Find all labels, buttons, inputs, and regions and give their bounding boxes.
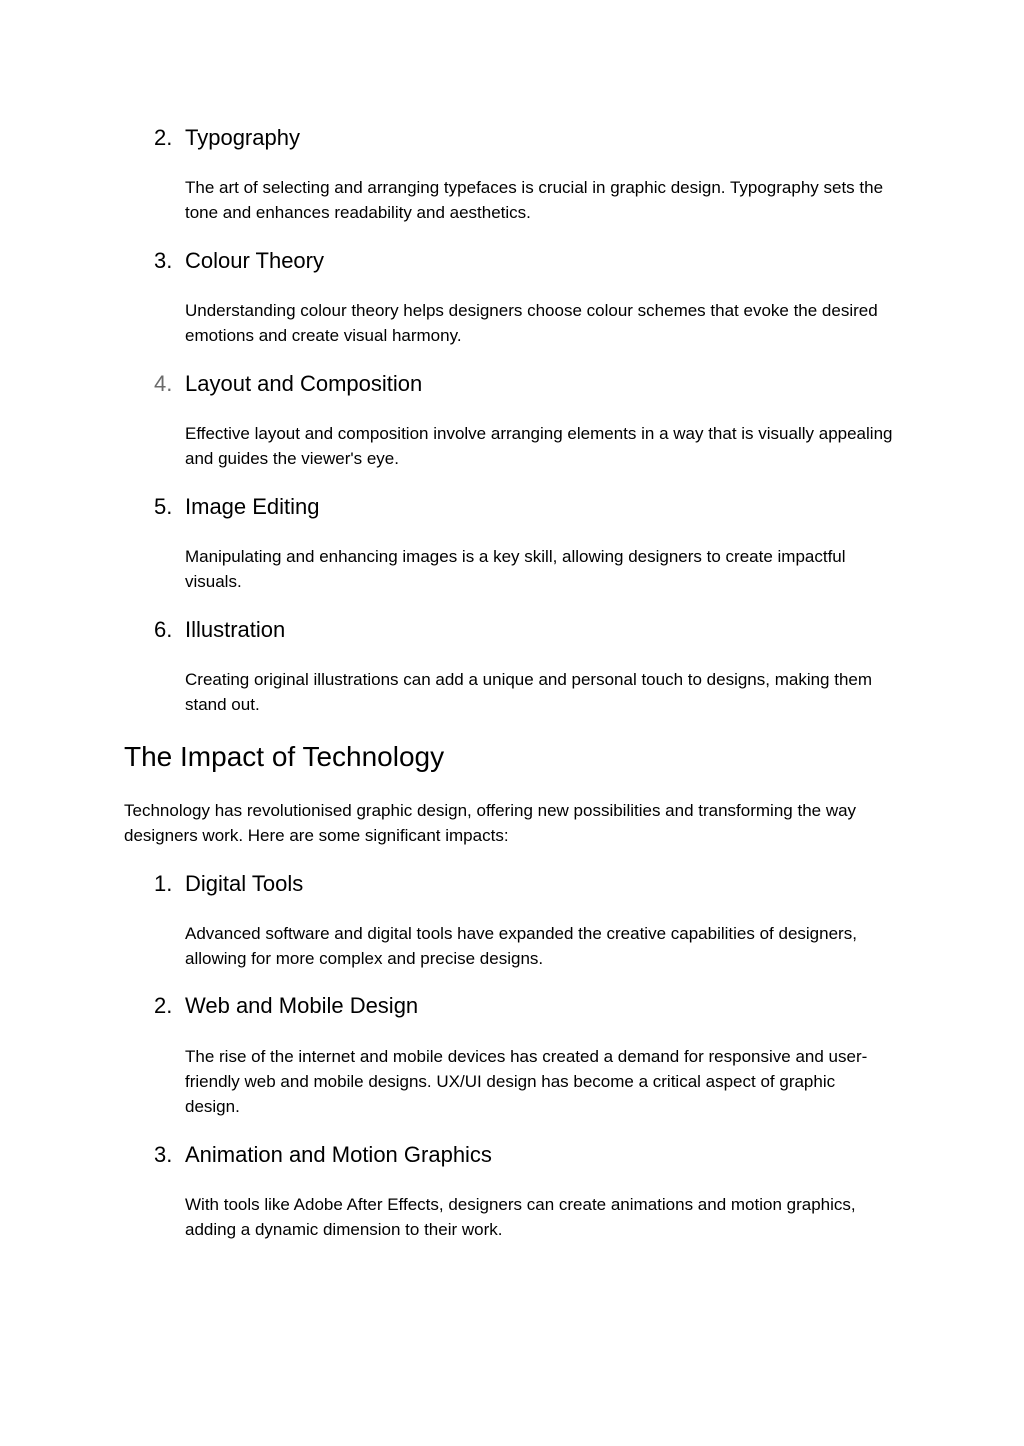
list-item-title: Typography bbox=[185, 125, 300, 150]
list-item-number: 2. bbox=[154, 993, 173, 1018]
list-item-number: 3. bbox=[154, 248, 173, 273]
list-item-description: Understanding colour theory helps designers choose colour schemes that evoke the desired emotions and create visual harmony. bbox=[185, 301, 878, 345]
list-item-number: 2. bbox=[154, 125, 173, 150]
list-item-number: 6. bbox=[154, 617, 173, 642]
list-item-title: Image Editing bbox=[185, 494, 320, 519]
list-item-title: Illustration bbox=[185, 617, 286, 642]
list-item-title: Layout and Composition bbox=[185, 371, 423, 396]
list-item-description: With tools like Adobe After Effects, designers can create animations and motion graphics, adding a dynamic dimension to their work. bbox=[185, 1195, 856, 1239]
list-item-description: Advanced software and digital tools have expanded the creative capabilities of designers, allowing for more complex and precise designs. bbox=[185, 924, 857, 968]
list-item-number: 5. bbox=[154, 494, 173, 519]
section-intro-paragraph: Technology has revolutionised graphic design, offering new possibilities and transforming the way designers work. Here are some significant impacts: bbox=[124, 801, 857, 845]
list-item-number: 1. bbox=[154, 871, 173, 896]
list-item-description: The rise of the internet and mobile devices has created a demand for responsive and user-friendly web and mobile designs. UX/UI design has become a critical aspect of graphic design. bbox=[185, 1047, 868, 1116]
list-item-number: 4. bbox=[154, 371, 173, 396]
list-item-description: Effective layout and composition involve arranging elements in a way that is visually appealing and guides the viewer's eye. bbox=[185, 424, 893, 468]
list-item-title: Colour Theory bbox=[185, 248, 324, 273]
list-item-title: Animation and Motion Graphics bbox=[185, 1142, 492, 1167]
list-item-title: Web and Mobile Design bbox=[185, 993, 419, 1018]
list-item-description: Creating original illustrations can add a unique and personal touch to designs, making them stand out. bbox=[185, 670, 873, 714]
list-item-description: Manipulating and enhancing images is a key skill, allowing designers to create impactful visuals. bbox=[185, 547, 846, 591]
section-heading: The Impact of Technology bbox=[124, 741, 445, 772]
list-item-title: Digital Tools bbox=[185, 871, 304, 896]
list-item-description: The art of selecting and arranging typefaces is crucial in graphic design. Typography sets the tone and enhances readability and aesthetics. bbox=[185, 178, 884, 222]
list-item-number: 3. bbox=[154, 1142, 173, 1167]
